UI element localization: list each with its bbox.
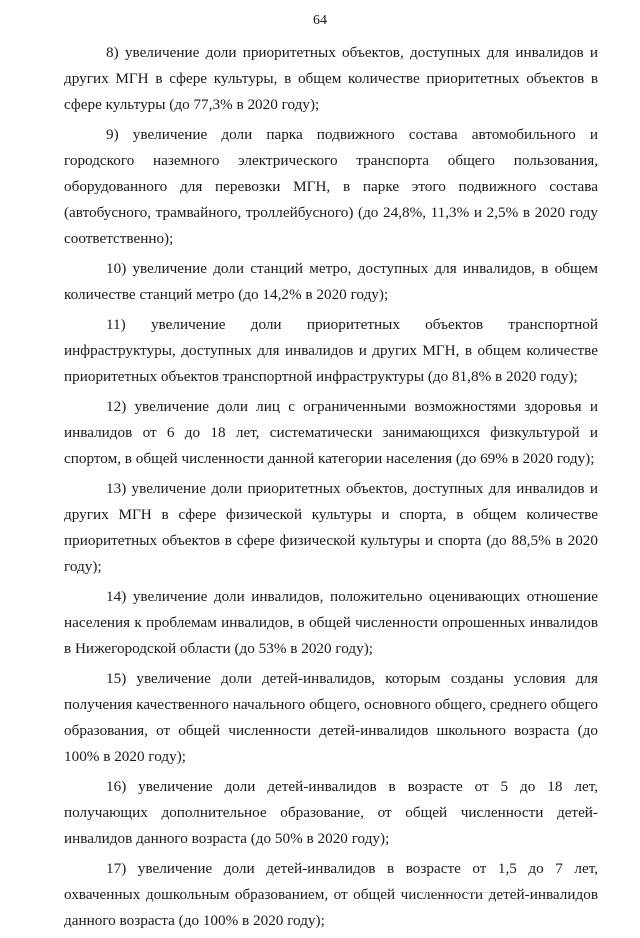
list-item-10: 10) увеличение доли станций метро, доступных для инвалидов, в общем количестве станций метро (до 14,2% в 2020 году); xyxy=(64,260,598,303)
scan-artifact xyxy=(400,892,490,897)
list-item-13: 13) увеличение доли приоритетных объектов, доступных для инвалидов и других МГН в сфере физической культуры и спорта, в общем количестве приоритетных объектов в сфере физической культуры и спорта (до 88,5% в 2020 году); xyxy=(64,480,598,575)
list-item-16: 16) увеличение доли детей-инвалидов в возрасте от 5 до 18 лет, получающих дополнительное образование, от общей численности детей-инвалидов данного возраста (до 50% в 2020 году); xyxy=(64,778,598,847)
list-item-17: 17) увеличение доли детей-инвалидов в возрасте от 1,5 до 7 лет, охваченных дошкольным образованием, от общей численности детей-инвалидов данного возраста (до 100% в 2020 году); xyxy=(64,860,598,929)
list-item-15: 15) увеличение доли детей-инвалидов, которым созданы условия для получения качественного начального общего, основного общего, среднего общего образования, от общей численности детей-инвалидов школьного возраста (до 100% в 2020 году); xyxy=(64,670,598,765)
list-item-12: 12) увеличение доли лиц с ограниченными возможностями здоровья и инвалидов от 6 до 18 лет, систематически занимающихся физкультурой и спортом, в общей численности данной категории населения (до 69% в 2020 году); xyxy=(64,398,598,467)
list-item-9: 9) увеличение доли парка подвижного состава автомобильного и городского наземного электрического транспорта общего пользования, оборудованного для перевозки МГН, в парке этого подвижного состава (автобусного, трамвайного, троллейбусного) (до 24,8%, 11,3% и 2,5% в 2020 году соответственно); xyxy=(64,126,598,247)
list-item-8: 8) увеличение доли приоритетных объектов, доступных для инвалидов и других МГН в сфере культуры, в общем количестве приоритетных объектов в сфере культуры (до 77,3% в 2020 году); xyxy=(64,44,598,113)
list-item-14: 14) увеличение доли инвалидов, положительно оценивающих отношение населения к проблемам инвалидов, в общей численности опрошенных инвалидов в Нижегородской области (до 53% в 2020 году); xyxy=(64,588,598,657)
page-number: 64 xyxy=(313,13,327,28)
list-item-11: 11) увеличение доли приоритетных объектов транспортной инфраструктуры, доступных для инвалидов и других МГН, в общем количестве приоритетных объектов транспортной инфраструктуры (до 81,8% в 2020 году); xyxy=(64,316,598,385)
document-body xyxy=(64,40,598,938)
